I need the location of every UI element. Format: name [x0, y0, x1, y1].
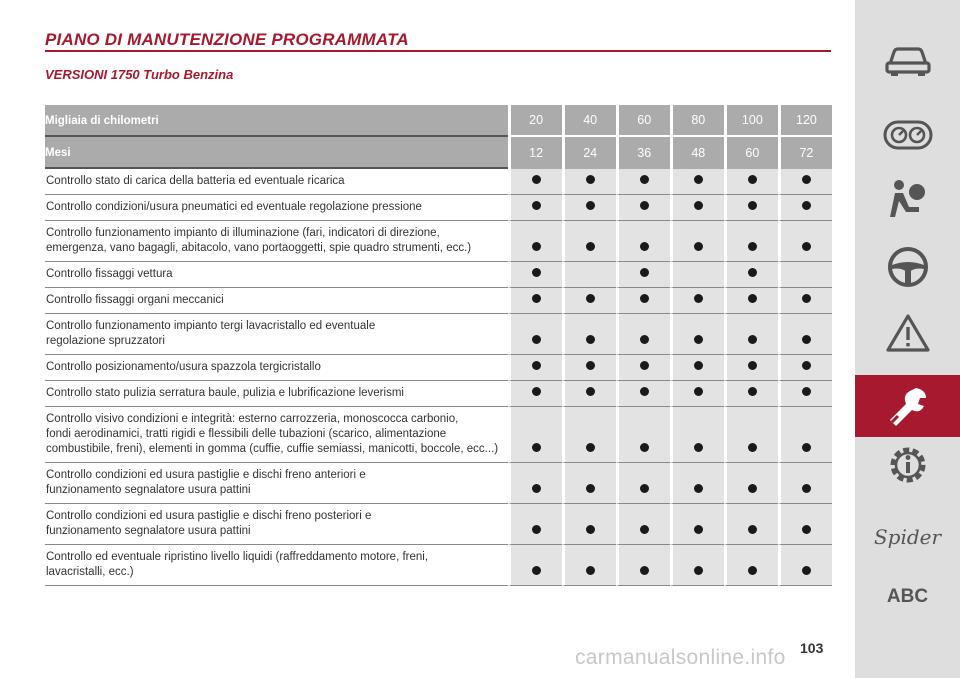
- scheduled-dot-icon: [748, 201, 757, 210]
- interval-cell: [616, 407, 670, 463]
- page-title: PIANO DI MANUTENZIONE PROGRAMMATA: [45, 30, 409, 49]
- table-row: [45, 463, 832, 504]
- interval-cell: [778, 314, 832, 355]
- scheduled-dot-icon: [532, 242, 541, 251]
- interval-cell: [724, 288, 778, 314]
- interval-cell: [616, 463, 670, 504]
- interval-cell: [724, 545, 778, 586]
- interval-cell: [616, 355, 670, 381]
- scheduled-dot-icon: [640, 566, 649, 575]
- operation-description: [45, 407, 508, 463]
- interval-cell: [778, 195, 832, 221]
- operation-description: [45, 504, 508, 545]
- interval-cell: [724, 381, 778, 407]
- interval-cell: [562, 288, 616, 314]
- interval-cell: [778, 288, 832, 314]
- interval-cell: [562, 221, 616, 262]
- operation-description: [45, 381, 508, 407]
- sidebar-item-instruments[interactable]: [855, 104, 960, 166]
- scheduled-dot-icon: [532, 335, 541, 344]
- table-row: [45, 504, 832, 545]
- interval-cell: [508, 169, 562, 195]
- scheduled-dot-icon: [802, 566, 811, 575]
- interval-cell: [724, 195, 778, 221]
- interval-cell: [616, 169, 670, 195]
- scheduled-dot-icon: [802, 443, 811, 452]
- scheduled-dot-icon: [586, 566, 595, 575]
- operation-description-line: regolazione spruzzatori: [46, 335, 165, 347]
- interval-cell: [724, 221, 778, 262]
- operation-description-line: fondi aerodinamici, tratti rigidi e flessibili delle tubazioni (scarico, alimentazione: [46, 428, 447, 440]
- operation-description-line: Controllo condizioni ed usura pastiglie e dischi freno posteriori e: [46, 510, 372, 522]
- operation-description-line: Controllo stato di carica della batteria ed eventuale ricarica: [46, 175, 345, 187]
- interval-cell: [616, 221, 670, 262]
- scheduled-dot-icon: [748, 175, 757, 184]
- steering-wheel-icon: [886, 245, 930, 289]
- scheduled-dot-icon: [532, 201, 541, 210]
- scheduled-dot-icon: [640, 525, 649, 534]
- scheduled-dot-icon: [748, 268, 757, 277]
- interval-cell: [562, 463, 616, 504]
- scheduled-dot-icon: [532, 294, 541, 303]
- scheduled-dot-icon: [694, 525, 703, 534]
- interval-cell: [778, 381, 832, 407]
- operation-description: [45, 288, 508, 314]
- operation-description: [45, 169, 508, 195]
- scheduled-dot-icon: [748, 387, 757, 396]
- operation-description-line: emergenza, vano bagagli, abitacolo, vano portaoggetti, spie quadro strumenti, ecc.): [46, 242, 472, 254]
- interval-cell: [670, 504, 724, 545]
- table-row: [45, 381, 832, 407]
- interval-cell: [508, 504, 562, 545]
- operation-description: [45, 221, 508, 262]
- sidebar-item-technical-data[interactable]: [855, 434, 960, 496]
- operation-description: [45, 545, 508, 586]
- scheduled-dot-icon: [640, 268, 649, 277]
- interval-cell: [724, 504, 778, 545]
- scheduled-dot-icon: [748, 566, 757, 575]
- scheduled-dot-icon: [802, 387, 811, 396]
- scheduled-dot-icon: [802, 335, 811, 344]
- interval-cell: [508, 262, 562, 288]
- interval-cell: [724, 463, 778, 504]
- operation-description: [45, 463, 508, 504]
- sidebar-item-spider[interactable]: [855, 506, 960, 568]
- operation-description-line: Controllo posizionamento/usura spazzola tergicristallo: [46, 361, 321, 373]
- scheduled-dot-icon: [532, 175, 541, 184]
- scheduled-dot-icon: [640, 242, 649, 251]
- interval-cell: [616, 262, 670, 288]
- header-months-value: 24: [562, 137, 616, 169]
- interval-cell: [670, 463, 724, 504]
- interval-cell: [562, 355, 616, 381]
- interval-cell: [508, 407, 562, 463]
- interval-cell: [670, 169, 724, 195]
- interval-cell: [670, 381, 724, 407]
- scheduled-dot-icon: [802, 201, 811, 210]
- header-km-value: 20: [508, 105, 562, 137]
- scheduled-dot-icon: [640, 361, 649, 370]
- header-months-value: 48: [670, 137, 724, 169]
- scheduled-dot-icon: [802, 175, 811, 184]
- scheduled-dot-icon: [694, 175, 703, 184]
- operation-description-line: Controllo fissaggi vettura: [46, 268, 173, 280]
- interval-cell: [508, 195, 562, 221]
- scheduled-dot-icon: [532, 525, 541, 534]
- scheduled-dot-icon: [640, 443, 649, 452]
- sidebar-item-safety[interactable]: [855, 168, 960, 230]
- interval-cell: [778, 463, 832, 504]
- sidebar-item-index[interactable]: [855, 566, 960, 628]
- sidebar-item-maintenance[interactable]: [855, 375, 960, 437]
- scheduled-dot-icon: [748, 361, 757, 370]
- interval-cell: [616, 545, 670, 586]
- scheduled-dot-icon: [532, 387, 541, 396]
- scheduled-dot-icon: [532, 566, 541, 575]
- warning-triangle-icon: [885, 312, 931, 354]
- scheduled-dot-icon: [694, 361, 703, 370]
- table-row: [45, 314, 832, 355]
- interval-cell: [616, 195, 670, 221]
- header-row-km: [45, 105, 832, 137]
- operation-description-line: Controllo visivo condizioni e integrità: esterno carrozzeria, monoscocca carbonio,: [46, 413, 459, 425]
- interval-cell: [562, 381, 616, 407]
- page-number: 103: [800, 640, 824, 656]
- scheduled-dot-icon: [532, 361, 541, 370]
- operation-description-line: Controllo ed eventuale ripristino livello liquidi (raffreddamento motore, freni,: [46, 551, 429, 563]
- interval-cell: [724, 407, 778, 463]
- interval-cell: [562, 169, 616, 195]
- scheduled-dot-icon: [802, 484, 811, 493]
- interval-cell: [778, 504, 832, 545]
- interval-cell: [778, 262, 832, 288]
- interval-cell: [670, 355, 724, 381]
- scheduled-dot-icon: [694, 294, 703, 303]
- title-rule: [45, 50, 831, 52]
- interval-cell: [778, 545, 832, 586]
- scheduled-dot-icon: [640, 175, 649, 184]
- airbag-seat-icon: [885, 177, 931, 221]
- scheduled-dot-icon: [586, 201, 595, 210]
- interval-cell: [778, 169, 832, 195]
- table-row: [45, 262, 832, 288]
- scheduled-dot-icon: [748, 294, 757, 303]
- scheduled-dot-icon: [694, 335, 703, 344]
- operation-description: [45, 262, 508, 288]
- header-months-value: 36: [616, 137, 670, 169]
- interval-cell: [670, 545, 724, 586]
- scheduled-dot-icon: [532, 268, 541, 277]
- maintenance-table: [45, 105, 832, 586]
- operation-description-line: Controllo condizioni/usura pneumatici ed eventuale regolazione pressione: [46, 201, 422, 213]
- scheduled-dot-icon: [748, 335, 757, 344]
- table-row: [45, 169, 832, 195]
- scheduled-dot-icon: [532, 443, 541, 452]
- interval-cell: [562, 407, 616, 463]
- car-icon: [884, 44, 932, 78]
- scheduled-dot-icon: [640, 484, 649, 493]
- spider-logo-icon: Spider: [873, 525, 942, 549]
- interval-cell: [562, 504, 616, 545]
- operation-description-line: funzionamento segnalatore usura pattini: [46, 484, 251, 496]
- interval-cell: [616, 314, 670, 355]
- sidebar-item-vehicle[interactable]: [855, 30, 960, 92]
- interval-cell: [670, 221, 724, 262]
- interval-cell: [724, 314, 778, 355]
- table-row: [45, 288, 832, 314]
- interval-cell: [778, 355, 832, 381]
- scheduled-dot-icon: [586, 175, 595, 184]
- scheduled-dot-icon: [640, 335, 649, 344]
- scheduled-dot-icon: [748, 484, 757, 493]
- scheduled-dot-icon: [694, 242, 703, 251]
- interval-cell: [508, 288, 562, 314]
- scheduled-dot-icon: [802, 294, 811, 303]
- interval-cell: [616, 504, 670, 545]
- scheduled-dot-icon: [748, 242, 757, 251]
- table-row: [45, 407, 832, 463]
- scheduled-dot-icon: [586, 242, 595, 251]
- scheduled-dot-icon: [802, 242, 811, 251]
- sidebar-item-emergency[interactable]: [855, 302, 960, 364]
- interval-cell: [508, 545, 562, 586]
- interval-cell: [616, 381, 670, 407]
- interval-cell: [508, 355, 562, 381]
- header-km-value: 120: [778, 105, 832, 137]
- scheduled-dot-icon: [532, 484, 541, 493]
- table-row: [45, 545, 832, 586]
- section-title: VERSIONI 1750 Turbo Benzina: [45, 67, 234, 82]
- interval-cell: [670, 314, 724, 355]
- interval-cell: [724, 355, 778, 381]
- scheduled-dot-icon: [586, 443, 595, 452]
- scheduled-dot-icon: [586, 387, 595, 396]
- scheduled-dot-icon: [586, 484, 595, 493]
- scheduled-dot-icon: [694, 484, 703, 493]
- operation-description-line: Controllo funzionamento impianto tergi lavacristallo ed eventuale: [46, 320, 376, 332]
- chapter-sidebar: [855, 0, 960, 678]
- scheduled-dot-icon: [640, 387, 649, 396]
- header-months-value: 72: [778, 137, 832, 169]
- operation-description-line: lavacristalli, ecc.): [46, 566, 134, 578]
- scheduled-dot-icon: [694, 443, 703, 452]
- header-months-label: Mesi: [45, 137, 508, 169]
- operation-description: [45, 355, 508, 381]
- interval-cell: [562, 545, 616, 586]
- operation-description-line: Controllo stato pulizia serratura baule, pulizia e lubrificazione leverismi: [46, 387, 404, 399]
- interval-cell: [562, 262, 616, 288]
- header-km-value: 40: [562, 105, 616, 137]
- interval-cell: [562, 314, 616, 355]
- scheduled-dot-icon: [748, 525, 757, 534]
- interval-cell: [508, 221, 562, 262]
- operation-description-line: Controllo funzionamento impianto di illuminazione (fari, indicatori di direzione,: [46, 227, 440, 239]
- scheduled-dot-icon: [694, 566, 703, 575]
- interval-cell: [778, 221, 832, 262]
- interval-cell: [724, 262, 778, 288]
- header-km-value: 80: [670, 105, 724, 137]
- scheduled-dot-icon: [802, 525, 811, 534]
- scheduled-dot-icon: [586, 335, 595, 344]
- interval-cell: [508, 463, 562, 504]
- abc-index-icon: ABC: [886, 586, 929, 607]
- operation-description: [45, 314, 508, 355]
- table-row: [45, 195, 832, 221]
- scheduled-dot-icon: [586, 294, 595, 303]
- scheduled-dot-icon: [640, 294, 649, 303]
- interval-cell: [616, 288, 670, 314]
- header-km-value: 60: [616, 105, 670, 137]
- watermark: carmanualsonline.info: [575, 646, 786, 669]
- operation-description-line: Controllo condizioni ed usura pastiglie e dischi freno anteriori e: [46, 469, 366, 481]
- scheduled-dot-icon: [802, 361, 811, 370]
- interval-cell: [670, 195, 724, 221]
- scheduled-dot-icon: [586, 361, 595, 370]
- interval-cell: [562, 195, 616, 221]
- interval-cell: [670, 407, 724, 463]
- operation-description: [45, 195, 508, 221]
- table-row: [45, 355, 832, 381]
- interval-cell: [724, 169, 778, 195]
- header-months-value: 12: [508, 137, 562, 169]
- header-km-value: 100: [724, 105, 778, 137]
- scheduled-dot-icon: [694, 387, 703, 396]
- operation-description-line: Controllo fissaggi organi meccanici: [46, 294, 224, 306]
- operation-description-line: funzionamento segnalatore usura pattini: [46, 525, 251, 537]
- scheduled-dot-icon: [694, 201, 703, 210]
- sidebar-item-driving[interactable]: [855, 236, 960, 298]
- header-months-value: 60: [724, 137, 778, 169]
- interval-cell: [670, 288, 724, 314]
- scheduled-dot-icon: [586, 525, 595, 534]
- header-km-label: Migliaia di chilometri: [45, 105, 508, 137]
- info-gear-icon: [885, 442, 931, 488]
- operation-description-line: combustibile, freni), elementi in gomma (cuffie, cuffie semiassi, manicotti, boccole, ecc...): [46, 443, 499, 455]
- interval-cell: [778, 407, 832, 463]
- dashboard-gauges-icon: [883, 119, 933, 151]
- interval-cell: [670, 262, 724, 288]
- wrench-icon: [886, 384, 930, 428]
- interval-cell: [508, 314, 562, 355]
- scheduled-dot-icon: [640, 201, 649, 210]
- interval-cell: [508, 381, 562, 407]
- table-row: [45, 221, 832, 262]
- scheduled-dot-icon: [748, 443, 757, 452]
- header-row-months: [45, 137, 832, 169]
